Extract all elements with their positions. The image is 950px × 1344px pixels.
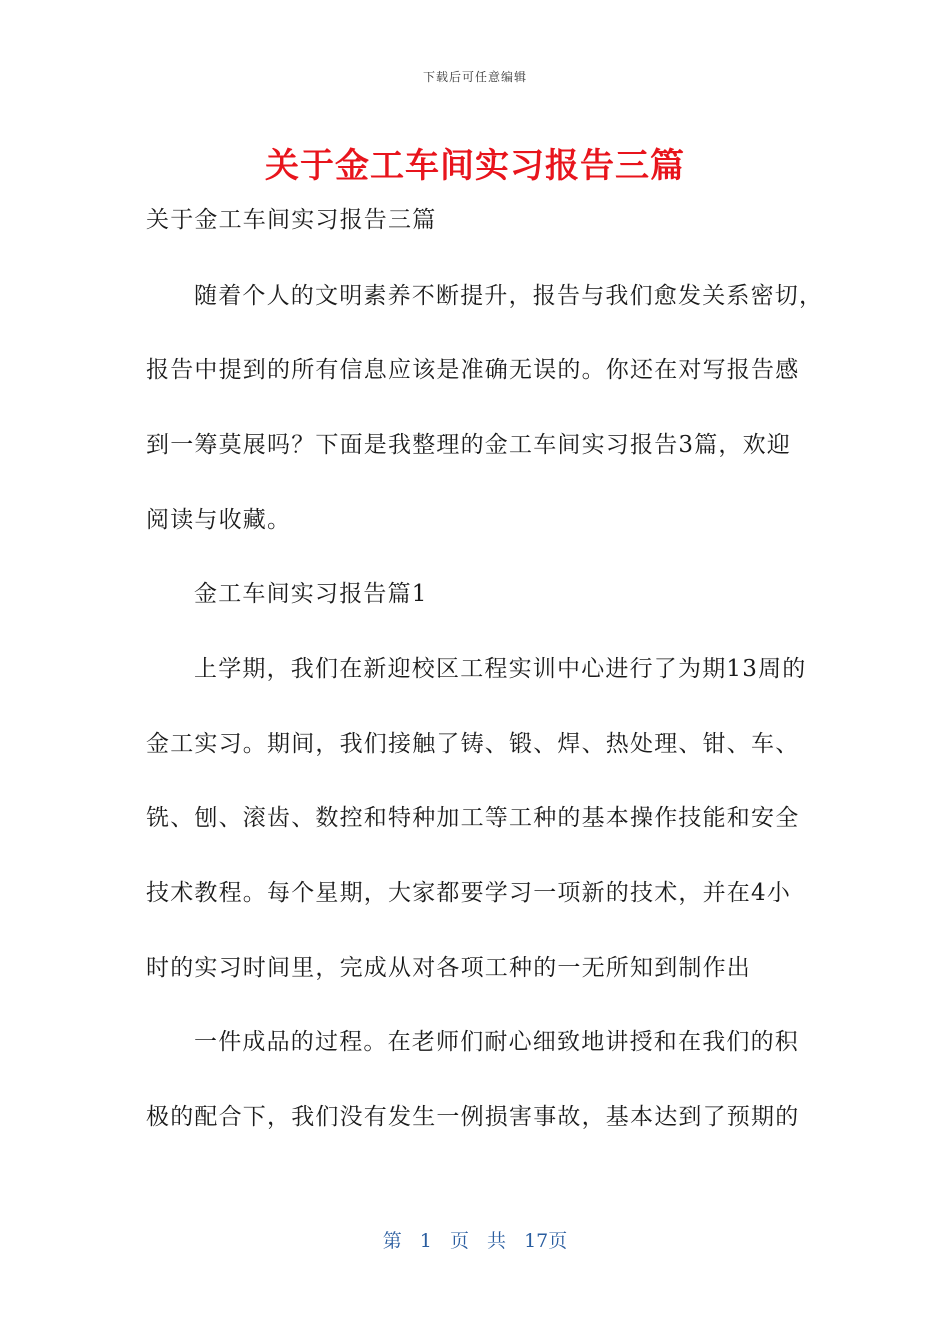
paragraph-line: 到一筹莫展吗？下面是我整理的金工车间实习报告3篇，欢迎 bbox=[146, 432, 792, 458]
paragraph-line: 一件成品的过程。在老师们耐心细致地讲授和在我们的积 bbox=[194, 1029, 799, 1055]
paragraph-line: 上学期，我们在新迎校区工程实训中心进行了为期13周的 bbox=[194, 656, 807, 682]
paragraph-line: 阅读与收藏。 bbox=[146, 507, 292, 533]
section-heading: 金工车间实习报告篇1 bbox=[194, 581, 428, 607]
footer-page-unit: 页 bbox=[449, 1230, 469, 1252]
footer-current-page: 1 bbox=[419, 1230, 432, 1252]
header-note: 下载后可任意编辑 bbox=[422, 70, 527, 84]
paragraph-line: 金工实习。期间，我们接触了铸、锻、焊、热处理、钳、车、 bbox=[146, 731, 800, 757]
paragraph-line: 极的配合下，我们没有发生一例损害事故，基本达到了预期的 bbox=[146, 1104, 800, 1130]
subtitle-line: 关于金工车间实习报告三篇 bbox=[146, 207, 437, 233]
footer-total-word: 共 bbox=[487, 1230, 507, 1252]
paragraph-line: 时的实习时间里，完成从对各项工种的一无所知到制作出 bbox=[146, 955, 751, 981]
footer-page-word: 第 bbox=[382, 1230, 402, 1252]
footer-total-pages: 17页 bbox=[524, 1230, 568, 1252]
page-title: 关于金工车间实习报告三篇 bbox=[265, 146, 685, 186]
paragraph-line: 技术教程。每个星期，大家都要学习一项新的技术，并在4小 bbox=[146, 880, 792, 906]
paragraph-line: 报告中提到的所有信息应该是准确无误的。你还在对写报告感 bbox=[146, 357, 800, 383]
paragraph-line: 随着个人的文明素养不断提升，报告与我们愈发关系密切， bbox=[194, 283, 824, 309]
paragraph-line: 铣、刨、滚齿、数控和特种加工等工种的基本操作技能和安全 bbox=[146, 805, 800, 831]
page-footer bbox=[0, 1226, 950, 1253]
